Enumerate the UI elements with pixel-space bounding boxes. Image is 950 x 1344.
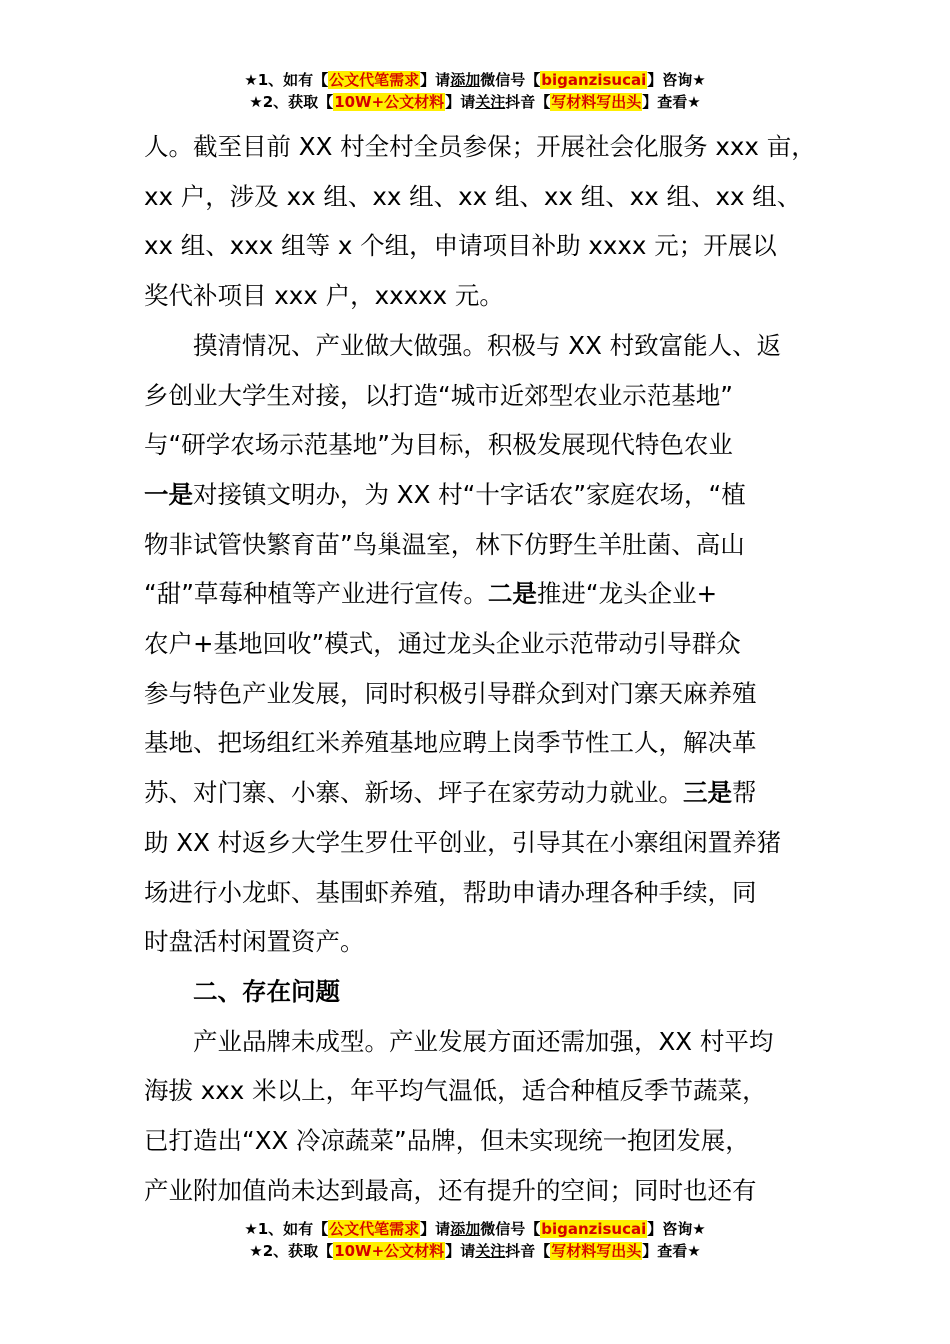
top-banner (0, 69, 950, 113)
text-line: 乡创业大学生对接，以打造“城市近郊型农业示范基地” (144, 380, 733, 410)
text-line: 基地、把场组红米养殖基地应聘上岗季节性工人，解决革 (144, 728, 757, 758)
text-line: 时盘活村闲置资产。 (144, 927, 365, 957)
bold-marker: 三是 (683, 778, 732, 808)
banner-text: 微信号【 (480, 1220, 541, 1238)
bold-marker: 二是 (487, 579, 537, 609)
banner-text: 】请 (445, 93, 476, 111)
banner-line-1 (0, 69, 950, 91)
underlined-text: 添加 (450, 1220, 481, 1238)
document-body (144, 122, 816, 1215)
banner-line-1 (0, 1218, 950, 1240)
banner-text: 】咨询★ (647, 1220, 706, 1238)
text-line: 摸清情况、产业做大做强。积极与 XX 村致富能人、返 (193, 330, 782, 360)
banner-text: 微信号【 (480, 71, 541, 89)
banner-text: ★2、获取【 (249, 1242, 334, 1260)
text-line: 奖代补项目 xxx 户，xxxxx 元。 (144, 281, 504, 311)
highlight-text: 写材料写出头 (551, 93, 642, 111)
banner-line-2 (0, 1240, 950, 1262)
highlight-text: 10W+公文材料 (334, 93, 445, 111)
banner-text: 】请 (445, 1242, 476, 1260)
banner-text: 】咨询★ (647, 71, 706, 89)
paragraph-3 (144, 1017, 810, 1216)
text-line: 参与特色产业发展，同时积极引导群众到对门寨天麻养殖 (144, 678, 757, 708)
text-line: 助 XX 村返乡大学生罗仕平创业，引导其在小寨组闲置养猪 (144, 827, 782, 857)
text-line: 与“研学农场示范基地”为目标，积极发展现代特色农业 (144, 430, 733, 460)
highlight-text: 公文代笔需求 (329, 1220, 420, 1238)
banner-text: 】请 (420, 71, 451, 89)
highlight-text: 公文代笔需求 (329, 71, 420, 89)
text-line: xx 组、xxx 组等 x 个组，申请项目补助 xxxx 元；开展以 (144, 231, 777, 261)
paragraph-2 (144, 321, 810, 967)
text-line (144, 768, 810, 818)
text-line: 农户+基地回收”模式，通过龙头企业示范带动引导群众 (144, 629, 741, 659)
text-line: xx 户，涉及 xx 组、xx 组、xx 组、xx 组、xx 组、xx 组、 (144, 181, 802, 211)
text-line: 人。截至目前 XX 村全村全员参保；开展社会化服务 xxx 亩， (144, 132, 816, 161)
banner-line-2 (0, 91, 950, 113)
text-line (144, 569, 810, 619)
text-segment: “甜”草莓种植等产业进行宣传。 (144, 579, 488, 609)
underlined-text: 关注 (475, 93, 506, 111)
highlight-text: 写材料写出头 (551, 1242, 642, 1260)
highlight-text: biganzisucai (541, 71, 647, 89)
text-segment: 推进“龙头企业+ (536, 579, 718, 609)
text-segment: 帮 (732, 778, 757, 808)
section-heading: 二、存在问题 (193, 976, 340, 1006)
banner-text: 抖音【 (505, 93, 551, 111)
text-line: 场进行小龙虾、基围虾养殖，帮助申请办理各种手续，同 (144, 877, 757, 907)
text-line: 产业品牌未成型。产业发展方面还需加强，XX 村平均 (193, 1026, 774, 1056)
underlined-text: 添加 (450, 71, 481, 89)
text-line: 已打造出“XX 冷凉蔬菜”品牌，但未实现统一抱团发展， (144, 1126, 750, 1156)
banner-text: 抖音【 (505, 1242, 551, 1260)
bold-marker: 一是 (144, 479, 193, 509)
text-line (144, 470, 810, 520)
banner-text: 】请 (420, 1220, 451, 1238)
highlight-text: biganzisucai (541, 1220, 647, 1238)
text-segment: 苏、对门寨、小寨、新场、坪子在家劳动力就业。 (144, 778, 683, 808)
banner-text: ★2、获取【 (249, 93, 334, 111)
text-line: 产业附加值尚未达到最高，还有提升的空间；同时也还有 (144, 1175, 757, 1205)
underlined-text: 关注 (475, 1242, 506, 1260)
text-segment: 对接镇文明办，为 XX 村“十字话农”家庭农场，“植 (193, 479, 746, 509)
text-line: 海拔 xxx 米以上，年平均气温低，适合种植反季节蔬菜， (144, 1076, 767, 1106)
bottom-banner (0, 1218, 950, 1262)
paragraph-1 (144, 122, 816, 321)
banner-text: 】查看★ (642, 1242, 701, 1260)
banner-text: 】查看★ (642, 93, 701, 111)
banner-text: ★1、如有【 (244, 1220, 329, 1238)
banner-text: ★1、如有【 (244, 71, 329, 89)
text-line: 物非试管快繁育苗”鸟巢温室，林下仿野生羊肚菌、高山 (144, 529, 745, 559)
highlight-text: 10W+公文材料 (334, 1242, 445, 1260)
